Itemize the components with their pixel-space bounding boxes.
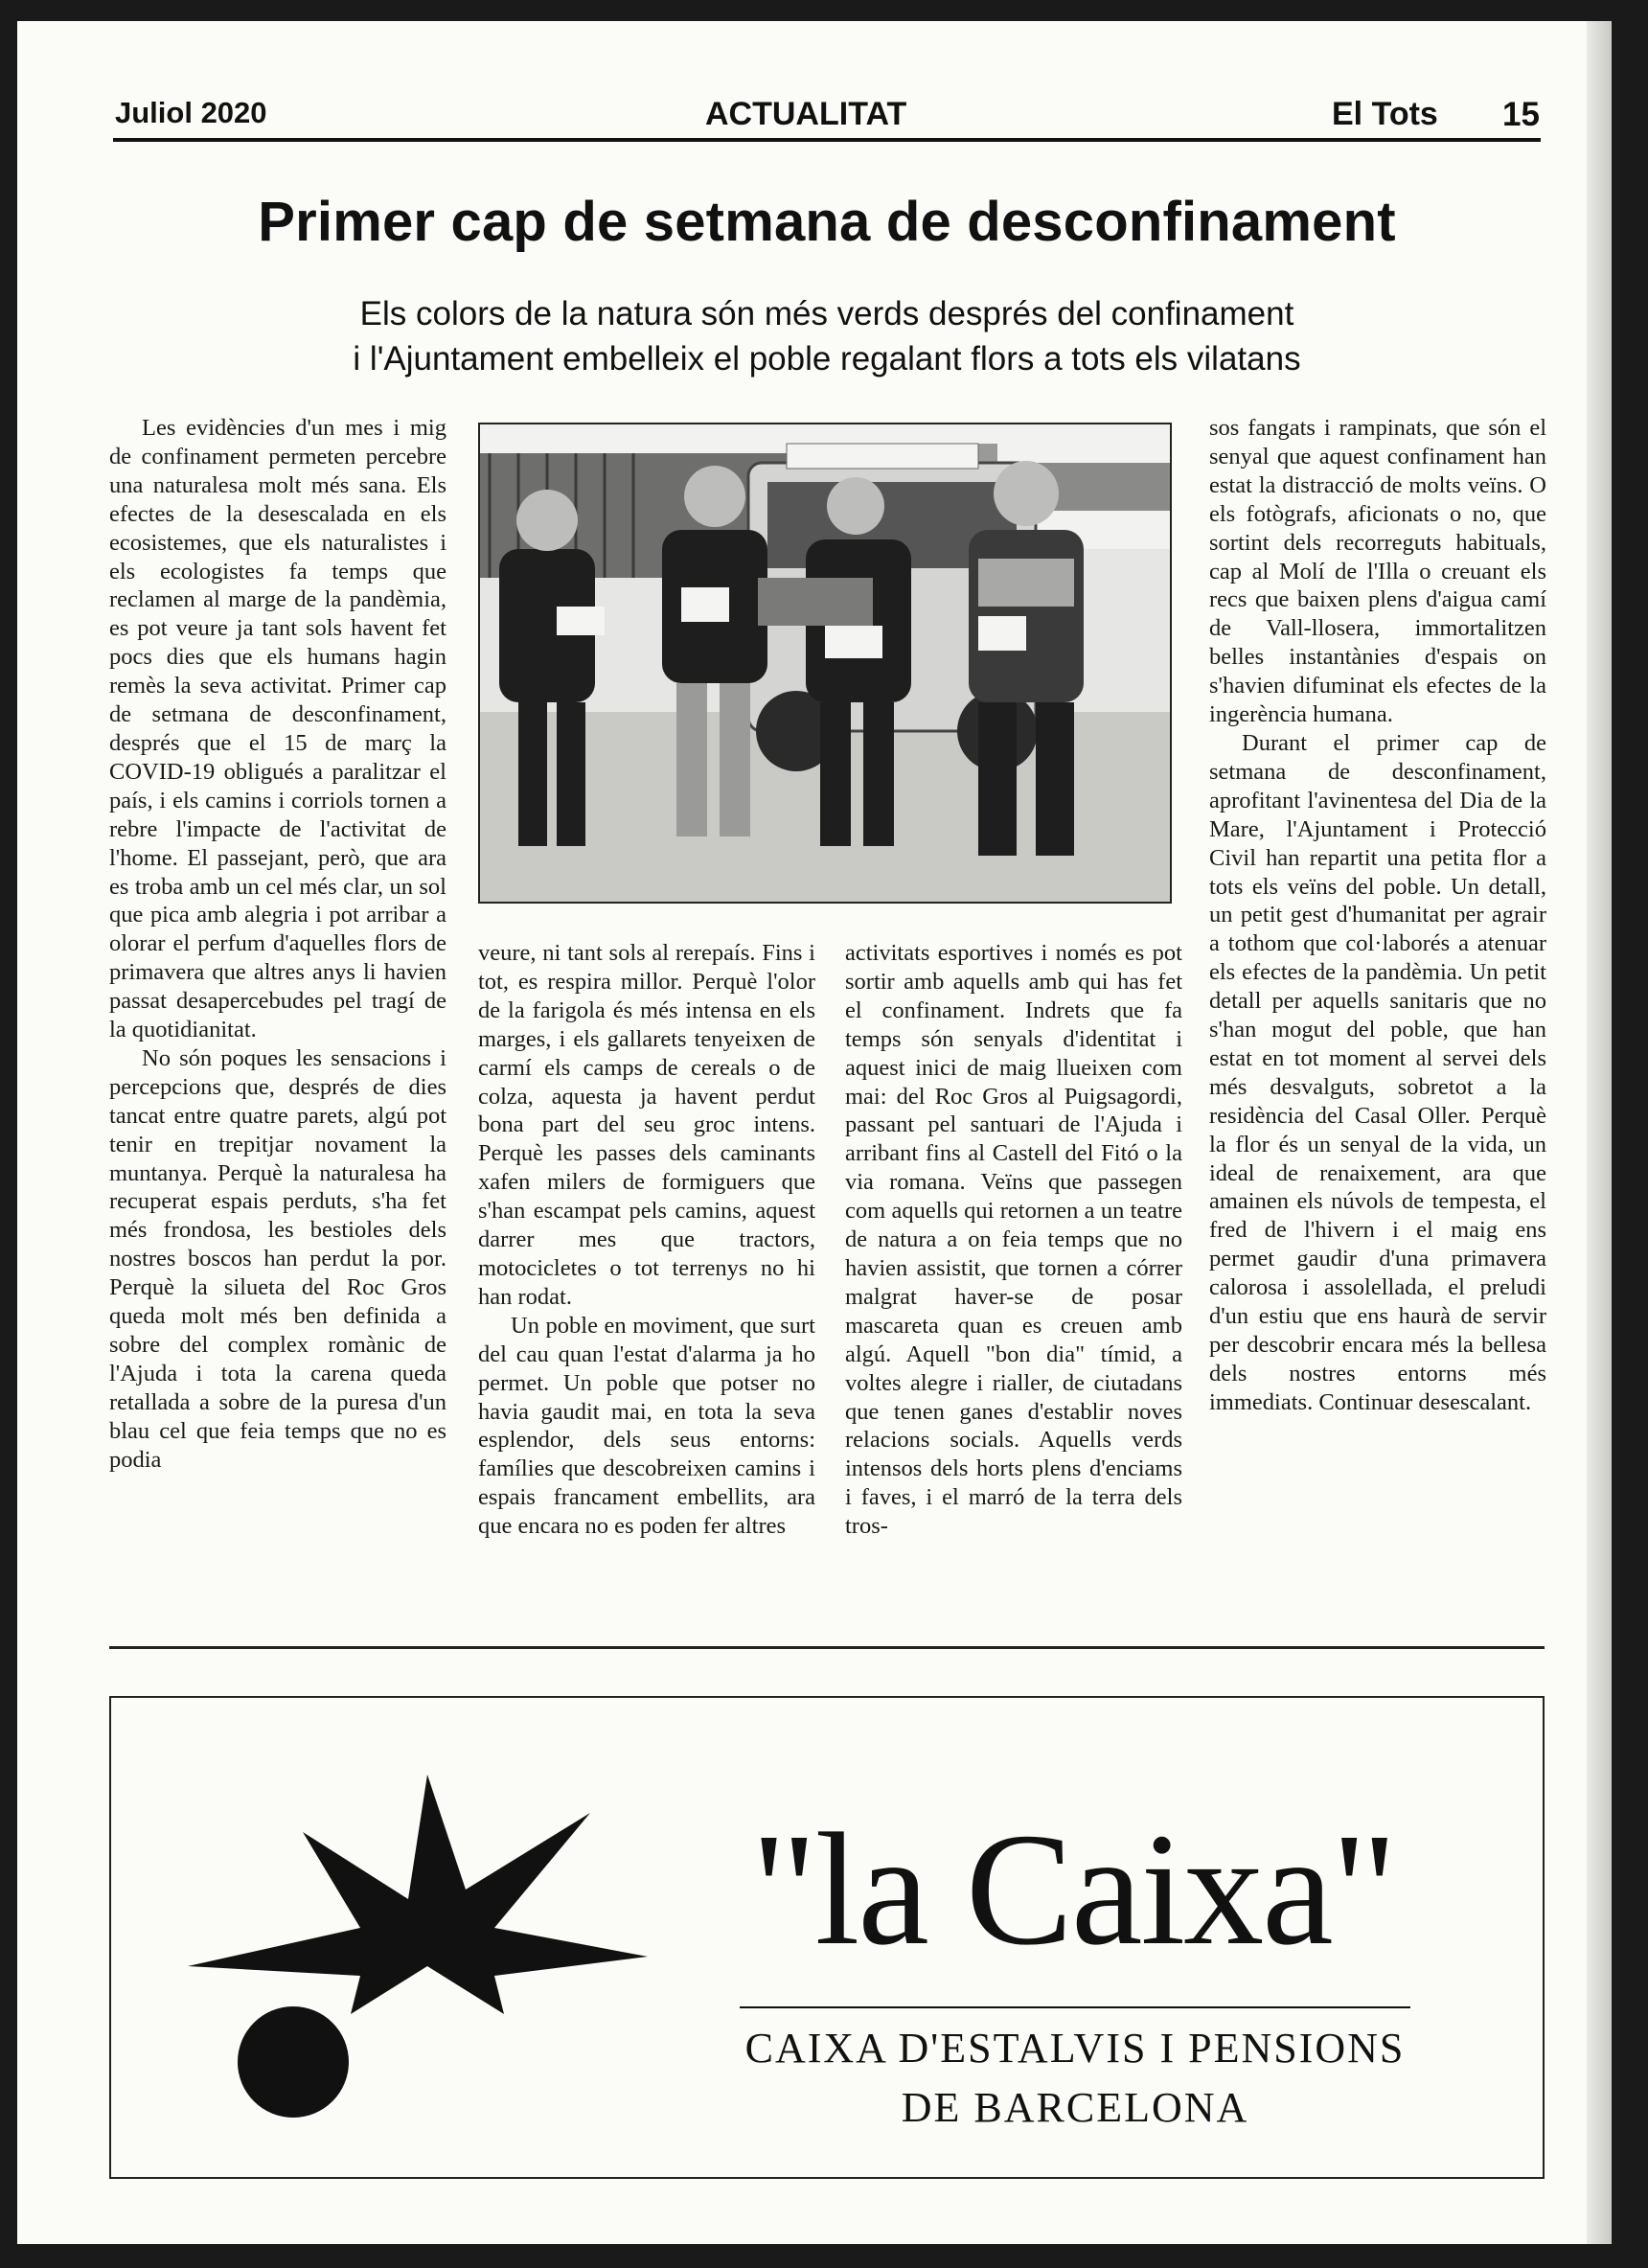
ad-brand-name: "la Caixa" [751,1800,1396,1979]
subtitle-line-2: i l'Ajuntament embelleix el poble regalant flors a tots els vilatans [353,340,1301,378]
article-column-4 [1209,414,1546,1631]
paragraph: No són poques les sensacions i percepcions que, després de dies tancat entre quatre parets, algú pot tenir en trepitjar novament la muntanya. Perquè la naturalesa ha recuperat espais perduts, s'ha fet més frondosa, les bestioles dels nostres boscos han perdut la por. Perquè la silueta del Roc Gros queda molt més ben definida a sobre del complex romànic de l'Ajuda i tota la carena queda retallada a sobre de la puresa d'un blau cel que feia temps que no es podia [109,1044,446,1473]
header-date: Juliol 2020 [115,96,267,129]
ad-top-rule [109,1646,1545,1649]
article-column-2 [478,939,815,1631]
star-dot-icon [188,1775,667,2119]
article-photo [478,423,1172,904]
header-publication: El Tots [1332,96,1438,132]
header-section: ACTUALITAT [705,96,907,132]
article-title: Primer cap de setmana de desconfinament [258,191,1396,253]
paragraph: Les evidències d'un mes i mig de confinament permeten percebre una naturalesa molt més sana. Els efectes de la desescalada en els ecosistemes, que els naturalistes i els ecologistes fa temps que reclamen al marge de la pandèmia, es pot veure ja tant sols havent fet pocs dies que els humans hagin remès la seva activitat. Primer cap de setmana de desconfinament, després que el 15 de març la COVID-19 obligués a paralitzar el país, i els camins i corriols tornen a rebre l'impacte de l'activitat de l'home. El passejant, però, que ara es troba amb un cel més clar, un sol que pica amb alegria i pot arribar a olorar el perfum d'aquelles flors de primavera que altres anys li havien passat desapercebudes pel tragí de la quotidianitat. [109,415,446,1043]
ad-tagline-1: CAIXA D'ESTALVIS I PENSIONS [744,2025,1406,2072]
advertisement-la-caixa [109,1696,1545,2179]
paragraph: Durant el primer cap de setmana de desconfinament, aprofitant l'avinentesa del Dia de la Mare, l'Ajuntament i Protecció Civil han repartit una petita flor a tots els veïns del poble. Un detall, un petit gest d'humanitat per agrair a tothom que col·laborés a atenuar els efectes de la pandèmia. Un petit detall per aquells sanitaris que no s'han mogut del poble, que han estat en tot moment al servei dels més desvalguts, sobretot a la residència del Casal Oller. Perquè la flor és un senyal de la vida, un ideal de renaixement, ara que amainen els núvols de tempesta, el fred de l'hivern i el maig ens permet gaudir d'una primavera calorosa i assolellada, el preludi d'un estiu que ens haurà de servir per descobrir encara més la bellesa dels nostres entorns més immediats. Continuar desescalant. [1209,729,1546,1415]
newspaper-page [17,21,1612,2244]
article-column-1 [109,414,446,1631]
ad-tagline-2: DE BARCELONA [901,2084,1249,2131]
paragraph: veure, ni tant sols al rerepaís. Fins i tot, es respira millor. Perquè l'olor de la farigola és més intensa en els marges, i els gallarets tenyeixen de carmí els camps de cereals o de colza, aquesta ja havent perdut bona part del seu groc intens. Perquè les passes dels caminants xafen milers de formiguers que s'han escampat pels camins, aquest darrer mes que tractors, motocicletes o tot terrenys no hi han rodat. [478,940,815,1310]
paragraph: activitats esportives i només es pot sortir amb aquells amb qui has fet el confinament. Indrets que fa temps són senyals d'identitat i aquest inici de maig llueixen com mai: del Roc Gros al Puigsagordi, passant pel santuari de l'Ajuda i arribant fins al Castell del Fitó o la via romana. Veïns que passegen com aquells qui retornen a un teatre de natura a on feia temps que no havien assistit, que tornen a córrer malgrat haver-se de posar mascareta quan es creuen amb algú. Aquell "bon dia" tímid, a voltes alegre i rialler, de ciutadans que tenen ganes d'establir noves relacions socials. Aquells verds intensos dels horts plens d'enciams i faves, i el marró de la terra dels tros- [845,940,1182,1540]
photo-civil-protection-volunteers [480,424,1170,902]
subtitle-line-1: Els colors de la natura són més verds després del confinament [359,295,1294,332]
paragraph: sos fangats i rampinats, que són el senyal que aquest confinament han estat la distracció de molts veïns. O els fotògrafs, aficionats o no, que sortint dels recorreguts habituals, cap al Molí de l'Illa o creuant els recs que baixen plens d'aigua camí de Vall-llosera, immortalitzen belles instantànies d'espais on s'havien difuminat els efectes de la ingerència humana. [1209,415,1546,728]
page-spine-shadow [1587,21,1612,2244]
ad-brand-rule [740,2006,1410,2008]
header-page-number: 15 [1502,96,1540,133]
article-subtitle [113,291,1541,381]
article-column-3 [845,939,1182,1631]
header-rule [113,138,1541,142]
paragraph: Un poble en moviment, que surt del cau quan l'estat d'alarma ja ho permet. Un poble que potser no havia gaudit mai, en tota la seva esplendor, dels seus entorns: famílies que descobreixen camins i espais francament embellits, ara que encara no es poden fer altres [478,1312,815,1540]
